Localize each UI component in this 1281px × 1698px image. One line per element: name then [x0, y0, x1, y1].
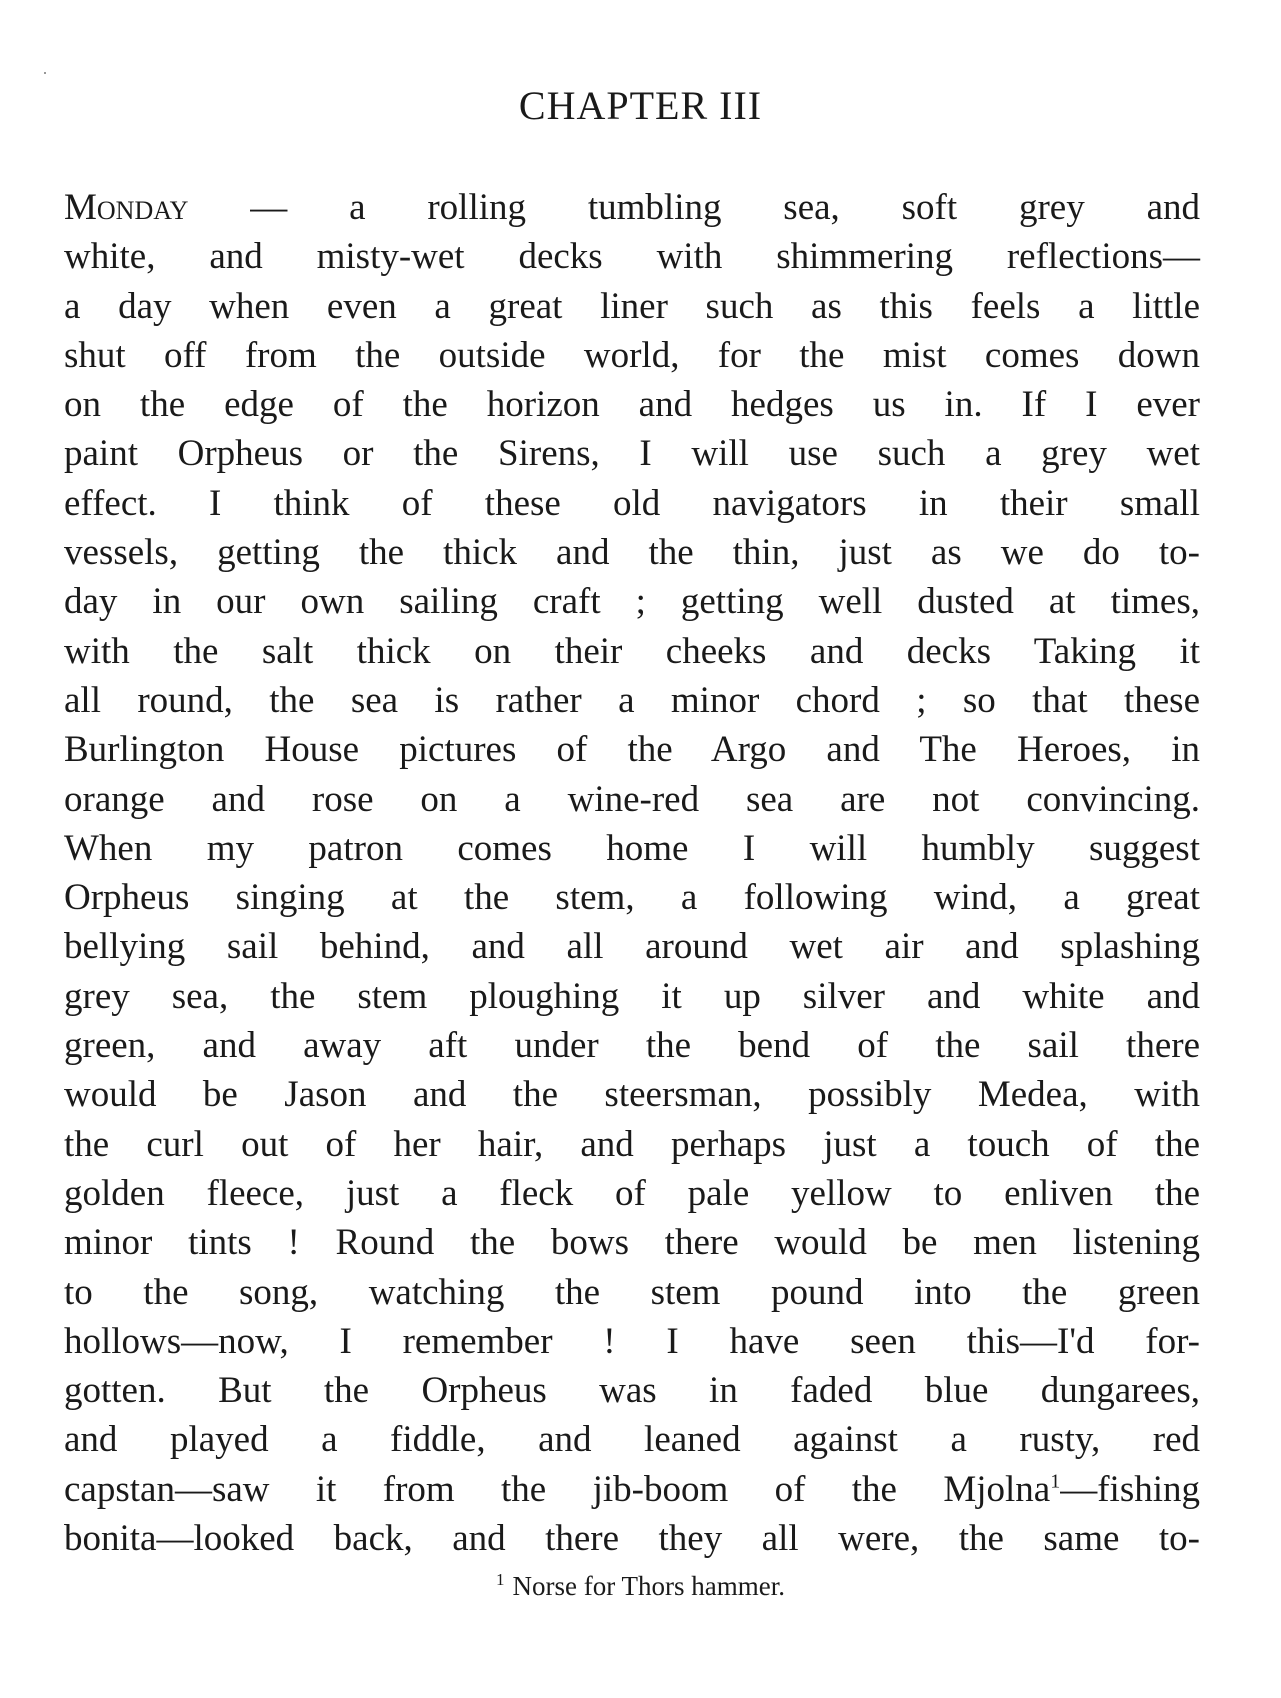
text-line: golden fleece, just a fleck of pale yellow to enliven the [64, 1172, 1200, 1214]
text-line: day in our own sailing craft ; getting well dusted at times, [64, 581, 1200, 623]
text-line: green, and away aft under the bend of the sail there [64, 1025, 1200, 1067]
chapter-title: CHAPTER III [518, 83, 763, 128]
text-line-start: capstan—saw it from the jib-boom of the Mjolna [64, 1468, 1051, 1510]
footnote-mark: 1 [496, 1570, 505, 1589]
text-line-end: —fishing [1060, 1468, 1200, 1510]
text-line: vessels, getting the thick and the thin, just as we do to- [64, 532, 1200, 574]
text-line: paint Orpheus or the Sirens, I will use such a grey wet [64, 433, 1200, 475]
footnote-text: Norse for Thors hammer. [512, 1571, 785, 1601]
text-line: would be Jason and the steersman, possibly Medea, with [64, 1074, 1200, 1116]
text-line: orange and rose on a wine-red sea are not convincing. [64, 778, 1200, 820]
text-line [64, 1465, 1200, 1514]
text-line: bonita—looked back, and there they all were, the same to- [64, 1518, 1200, 1560]
text-line: gotten. But the Orpheus was in faded blue dungarees, [64, 1370, 1200, 1412]
text-line: all round, the sea is rather a minor chord ; so that these [64, 679, 1200, 721]
text-line: white, and misty-wet decks with shimmering reflections— [64, 236, 1200, 278]
text-line: Burlington House pictures of the Argo and The Heroes, in [64, 729, 1200, 771]
text-line: with the salt thick on their cheeks and decks Taking it [64, 630, 1200, 672]
text-line: and played a fiddle, and leaned against a rusty, red [64, 1419, 1200, 1461]
text-line: shut off from the outside world, for the mist comes down [64, 334, 1200, 376]
text-line: grey sea, the stem ploughing it up silver and white and [64, 975, 1200, 1017]
text-line-content: — a rolling tumbling sea, soft grey and [188, 187, 1200, 228]
text-line: a day when even a great liner such as this feels a little [64, 285, 1200, 327]
text-line: the curl out of her hair, and perhaps just a touch of the [64, 1123, 1200, 1165]
footnote [0, 1570, 1281, 1601]
footnote-reference[interactable]: 1 [1050, 1470, 1061, 1493]
text-line: bellying sail behind, and all around wet air and splashing [64, 926, 1200, 968]
text-line: on the edge of the horizon and hedges us in. If I ever [64, 384, 1200, 426]
lead-word: Monday [64, 187, 189, 228]
text-line: effect. I think of these old navigators in their small [64, 482, 1200, 524]
text-line: Orpheus singing at the stem, a following wind, a great [64, 877, 1200, 919]
text-line: to the song, watching the stem pound into the green [64, 1271, 1200, 1313]
chapter-paragraph [64, 183, 1200, 1563]
text-line [64, 183, 1200, 232]
text-line: When my patron comes home I will humbly suggest [64, 827, 1200, 869]
print-speck [44, 72, 46, 74]
text-line: hollows—now, I remember ! I have seen this—I'd for- [64, 1320, 1200, 1362]
text-line: minor tints ! Round the bows there would be men listening [64, 1222, 1200, 1264]
